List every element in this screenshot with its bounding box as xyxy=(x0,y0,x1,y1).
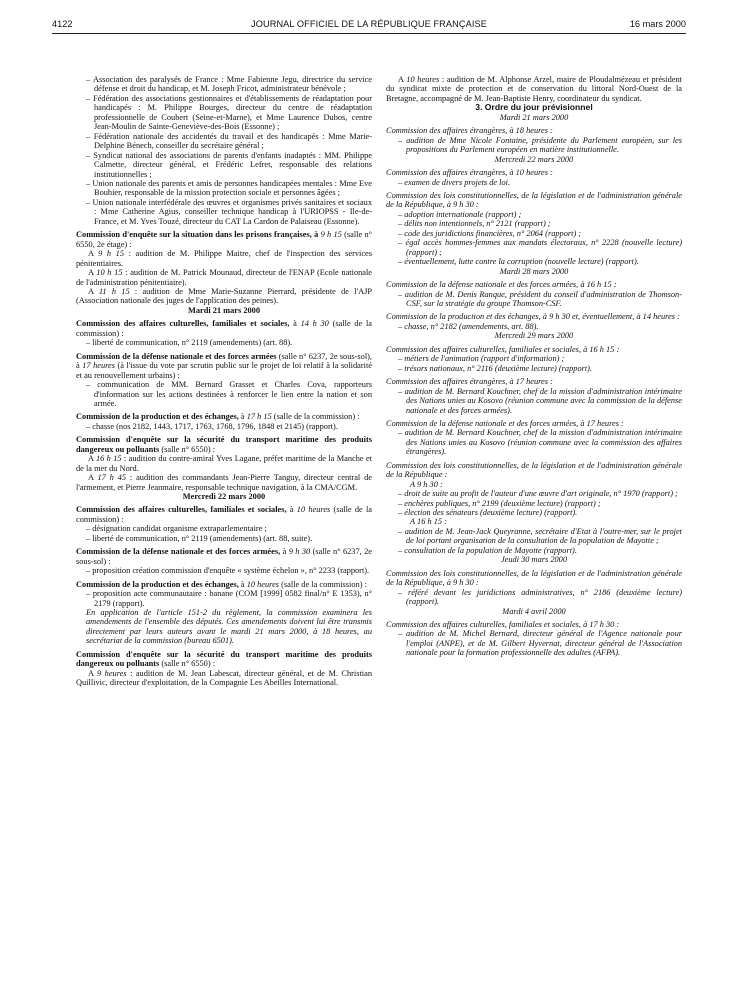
list-item: – Union nationale interfédérale des œuvres et organismes privés sanitaires et sociaux : Mme Catherine Agius, conseiller technique handicap à l'URIOPSS - Ile-de-France, et M. Yves Touzé, directeur du CAT La Cardon de Palaiseau (Essonne). xyxy=(86,197,372,226)
commission-name: Commission de la défense nationale et des forces armées, xyxy=(76,547,281,557)
hearing-text: : audition de Mme Marie-Suzanne Pierrard, présidente de l'AJP (Association nationale des juges de l'application des peines). xyxy=(76,286,373,306)
commission-name: Commission d'enquête sur la sécurité du transport maritime des produits dangereux ou polluants xyxy=(76,435,372,454)
entry-text: 14 h 30 xyxy=(300,319,329,329)
italic-paragraph: Commission de la défense nationale et des forces armées, à 17 heures : xyxy=(386,418,624,428)
agenda-item: – audition de M. Jean-Jack Queyranne, secrétaire d'Etat à l'outre-mer, sur le projet de loi portant organisation de la consultation de la population de Mayotte ; xyxy=(398,526,682,546)
hearing-paragraph xyxy=(76,454,372,473)
list-item: – Syndicat national des associations de parents d'enfants inadaptés : MM. Philippe Calmette, directeur général, et Frédéric Lefret, responsable des relations institutionnelles ; xyxy=(86,150,372,179)
entry-text: 17 h 15 xyxy=(246,412,272,422)
list-item: – proposition création commission d'enquête « système échelon », n° 2233 (rapport). xyxy=(86,566,370,576)
commission-entry xyxy=(76,352,372,380)
entry-text: 17 heures xyxy=(82,361,115,371)
hearing-text: 9 heures xyxy=(97,668,127,678)
italic-paragraph: Commission de la défense nationale et des forces armées, à 16 h 15 : xyxy=(386,280,617,290)
entry-text: à xyxy=(286,505,297,515)
page-number: 4122 xyxy=(52,19,73,29)
commission-entry xyxy=(76,547,372,566)
agenda-item: – droit de suite au profit de l'auteur d'une œuvre d'art originale, n° 1970 (rapport) ; xyxy=(398,489,678,499)
hearing-text: A xyxy=(88,473,98,483)
entry-text: 9 h 30 xyxy=(288,547,311,557)
hearing-text: A xyxy=(88,286,99,296)
agenda-item: – adoption internationale (rapport) ; xyxy=(398,209,522,219)
italic-paragraph: Commission de la production et des échanges, à 9 h 30 et, éventuellement, à 14 heures : xyxy=(386,312,680,322)
list-item: – liberté de communication, n° 2119 (amendements) (art. 88, suite). xyxy=(86,533,313,543)
commission-name: Commission de la production et des échanges, xyxy=(76,412,239,422)
hearing-text: A xyxy=(88,249,99,259)
agenda-item: – audition de M. Michel Bernard, directeur général de l'Agence nationale pour l'emploi (ANPE), et de M. Gilbert Hyvernat, directeur général de l'Association nationale pour la formation professionnelle des adultes (AFPA). xyxy=(398,629,682,658)
time-heading: A 16 h 15 : xyxy=(410,517,447,527)
entry-text: à xyxy=(289,319,301,329)
entry-text: (salle n° 6550) : xyxy=(159,659,216,669)
list-item: – liberté de communication, n° 2119 (amendements) (art. 88). xyxy=(86,338,293,348)
entry-text: 10 heures xyxy=(296,505,331,515)
agenda-item: – audition de M. Denis Ranque, président du conseil d'administration de Thomson-CSF, sur la stratégie du groupe Thomson-CSF. xyxy=(398,289,682,308)
hearing-paragraph xyxy=(76,287,372,306)
italic-paragraph: Commission des affaires étrangères, à 10 heures : xyxy=(386,168,553,178)
commission-name: Commission des affaires culturelles, familiales et sociales, xyxy=(76,319,290,329)
hearing-text: : audition du contre-amiral Yves Lagane, préfet maritime de la Manche et de la mer du Nord. xyxy=(76,454,373,473)
agenda-item: – examen de divers projets de loi. xyxy=(398,177,511,187)
hearing-text: : audition de M. Patrick Mounaud, directeur de l'ENAP (Ecole nationale de l'administration pénitentiaire). xyxy=(76,268,373,287)
hearing-text: 10 h 15 xyxy=(96,268,123,278)
entry-text: (à l'issue du vote par scrutin public sur le projet de loi relatif à la solidarité et au renouvellement urbains) : xyxy=(76,361,372,380)
date-heading: Mercredi 29 mars 2000 xyxy=(494,331,574,341)
entry-text: (salle n° 6550, 2e étage) : xyxy=(76,230,372,249)
list-item: – proposition acte communautaire : banane (COM [1999] 0582 final/n° E 1353), n° 2179 (rapport). xyxy=(86,589,372,608)
time-heading: A 9 h 30 : xyxy=(410,479,443,489)
italic-paragraph: Commission des lois constitutionnelles, de la législation et de l'administration générale de la République : xyxy=(386,460,682,480)
commission-name: Commission d'enquête sur la situation dans les prisons françaises, xyxy=(76,230,312,240)
agenda-item: – trésors nationaux, n° 2116 (deuxième lecture) (rapport). xyxy=(398,363,593,373)
date-heading: Jeudi 30 mars 2000 xyxy=(500,555,568,565)
hearing-paragraph xyxy=(76,249,372,268)
hearing-text: A xyxy=(398,75,407,84)
hearing-text: A xyxy=(88,668,98,678)
hearing-text: 10 heures xyxy=(406,75,440,84)
entry-text: à xyxy=(280,547,289,557)
date-heading: Mercredi 22 mars 2000 xyxy=(494,154,574,164)
hearing-paragraph xyxy=(76,473,372,492)
date-heading: Mardi 4 avril 2000 xyxy=(502,606,566,616)
date-heading: Mardi 21 mars 2000 xyxy=(499,112,569,122)
commission-entry xyxy=(76,319,372,338)
list-item: – Fédération nationale des accidentés du travail et des handicapés : Mme Marie-Delphine Bénech, conseiller du secrétaire général ; xyxy=(86,131,372,151)
list-item: – Union nationale des parents et amis de personnes handicapées mentales : Mme Eve Bouhier, responsable de la mission protection sociale et personnes âgées ; xyxy=(86,178,372,198)
agenda-item: – élection des sénateurs (deuxième lecture) (rapport). xyxy=(398,508,578,518)
issue-date: 16 mars 2000 xyxy=(629,19,686,29)
commission-name: Commission d'enquête sur la sécurité du transport maritime des produits dangereux ou polluants xyxy=(76,649,372,669)
hearing-text: : audition de M. Jean Labescat, directeur général, et de M. Christian Quillivic, directeur d'exploitation, de la Compagnie Les Abeilles International. xyxy=(76,668,372,688)
agenda-item: – référé devant les juridictions administratives, n° 2186 (deuxième lecture) (rapport). xyxy=(398,587,682,607)
agenda-item: – chasse, n° 2182 (amendements, art. 88). xyxy=(398,321,539,331)
commission-entry xyxy=(76,230,372,249)
agenda-item: – égal accès hommes-femmes aux mandats électoraux, n° 2228 (nouvelle lecture) (rapport) ; xyxy=(398,238,682,257)
italic-paragraph: Commission des affaires culturelles, familiales et sociales, à 16 h 15 : xyxy=(386,344,620,354)
hearing-text: : audition de M. Alphonse Arzel, maire de Ploudalmézeau et président du syndicat mixte de protection et de conservation du littoral Nord-Ouest de la Bretagne, accompagné de M. Jean-Baptiste Henry, coordinateur du syndicat. xyxy=(386,75,682,103)
section-heading: 3. Ordre du jour prévisionnel xyxy=(475,102,593,113)
right-column xyxy=(386,75,682,658)
agenda-item: – éventuellement, lutte contre la corruption (nouvelle lecture) (rapport). xyxy=(398,257,639,267)
commission-name: Commission de la production et des échanges, xyxy=(76,579,239,589)
entry-text: (salle de la commission) : xyxy=(76,505,372,524)
entry-text: à xyxy=(238,412,247,422)
entry-text: à xyxy=(311,230,321,240)
commission-entry xyxy=(76,412,372,421)
hearing-paragraph xyxy=(76,669,372,688)
hearing-text: : audition de M. Philippe Maitre, chef de l'inspection des services pénitentiaires. xyxy=(76,249,372,268)
list-item: – Fédération des associations gestionnaires et d'établissements de réadaptation pour handicapés : M. Philippe Bourges, directeur du centre de réadaptation professionnelle de Coubert (Seine-et-Marne), et Mme Laurence Dubos, centre Jean-Moulin de Sainte-Geneviève-des-Bois (Essonne) ; xyxy=(86,93,372,132)
hearing-text: A xyxy=(88,454,96,464)
hearing-text: : audition des commandants Jean-Pierre Tanguy, directeur central de l'armement, et Pierre Jeanmaire, responsable technique navigation, à la CMA/CGM. xyxy=(76,473,372,492)
date-heading: Mercredi 22 mars 2000 xyxy=(182,492,266,502)
entry-text: 9 h 15 xyxy=(320,230,342,240)
commission-name: Commission des affaires culturelles, familiales et sociales, xyxy=(76,505,287,515)
list-item: – désignation candidat organisme extraparlementaire ; xyxy=(86,524,267,534)
agenda-item: – audition de M. Bernard Kouchner, chef de la mission d'administration intérimaire des Nations unies au Kosovo (réunion commune avec la commission de la défense nationale et des forces armées). xyxy=(398,386,682,415)
italic-paragraph: Commission des affaires culturelles, familiales et sociales, à 17 h 30 : xyxy=(386,620,620,630)
agenda-item: – code des juridictions financières, n° 2064 (rapport) ; xyxy=(398,228,582,238)
commission-name: Commission de la défense nationale et des forces armées xyxy=(76,351,277,361)
left-column xyxy=(76,75,372,688)
agenda-item: – audition de M. Bernard Kouchner, chef de la mission d'administration intérimaire des Nations unies au Kosovo (réunion commune avec la commission des affaires étrangères). xyxy=(398,428,682,457)
header-rule xyxy=(52,33,686,34)
agenda-item: – consultation de la population de Mayotte (rapport). xyxy=(398,545,577,555)
agenda-item: – délits non intentionnels, n° 2121 (rapport) ; xyxy=(398,219,551,229)
commission-entry xyxy=(76,650,372,669)
hearing-text: 17 h 45 xyxy=(97,473,127,483)
hearing-text: 16 h 15 xyxy=(95,454,122,464)
date-heading: Mardi 21 mars 2000 xyxy=(187,305,261,315)
hearing-paragraph xyxy=(76,268,372,287)
hearing-text: A xyxy=(88,268,97,278)
hearing-text: 11 h 15 xyxy=(98,286,130,296)
commission-entry xyxy=(76,505,372,524)
list-item: – chasse (nos 2182, 1443, 1717, 1763, 1768, 1796, 1848 et 2145) (rapport). xyxy=(86,421,338,431)
hearing-text: 9 h 15 xyxy=(98,249,125,259)
italic-paragraph: Commission des lois constitutionnelles, de la législation et de l'administration générale de la République, à 9 h 30 : xyxy=(386,568,682,588)
entry-text: (salle de la commission) : xyxy=(279,579,367,589)
entry-text: (salle de la commission) : xyxy=(271,412,360,422)
entry-text: à xyxy=(238,579,247,589)
entry-text: (salle de la commission) : xyxy=(76,319,372,338)
commission-entry xyxy=(76,435,372,454)
agenda-item: – audition de Mme Nicole Fontaine, présidente du Parlement européen, sur les propositions du Parlement européen en matière institutionnelle. xyxy=(398,135,682,155)
agenda-item: – enchères publiques, n° 2199 (deuxième lecture) (rapport) ; xyxy=(398,498,601,508)
entry-text: (salle n° 6550) : xyxy=(159,444,216,454)
page-header xyxy=(52,19,686,31)
italic-paragraph: Commission des affaires étrangères, à 18 heures : xyxy=(386,126,553,136)
journal-title: JOURNAL OFFICIEL DE LA RÉPUBLIQUE FRANÇAISE xyxy=(251,19,487,29)
entry-text: (salle n° 6237, 2e sous-sol), à xyxy=(76,351,373,371)
list-item: – communication de MM. Bernard Grasset et Charles Cova, rapporteurs d'information sur les actions destinées à renforcer le lien entre la nation et son armée. xyxy=(86,380,372,408)
italic-paragraph: Commission des lois constitutionnelles, de la législation et de l'administration générale de la République, à 9 h 30 : xyxy=(386,190,682,210)
hearing-paragraph xyxy=(386,75,682,103)
italic-paragraph: En application de l'article 151-2 du règlement, la commission examinera les amendements de l'ensemble des députés. Ces amendements doivent lui être transmis directement par leurs auteurs avant le mardi 21 mars 2000, à 18 heures, au secrétariat de la commission (bureau 6501). xyxy=(86,608,372,646)
agenda-item: – métiers de l'animation (rapport d'information) ; xyxy=(398,354,565,364)
entry-text: 10 heures xyxy=(246,579,280,589)
list-item: – Association des paralysés de France : Mme Fabienne Jegu, directrice du service défense et droit du handicap, et M. Joseph Fricot, administrateur bénévole ; xyxy=(86,75,372,94)
entry-text: (salle n° 6237, 2e sous-sol) : xyxy=(76,547,372,566)
italic-paragraph: Commission des affaires étrangères, à 17 heures : xyxy=(386,377,553,387)
commission-entry xyxy=(76,580,372,589)
date-heading: Mardi 28 mars 2000 xyxy=(499,266,569,276)
